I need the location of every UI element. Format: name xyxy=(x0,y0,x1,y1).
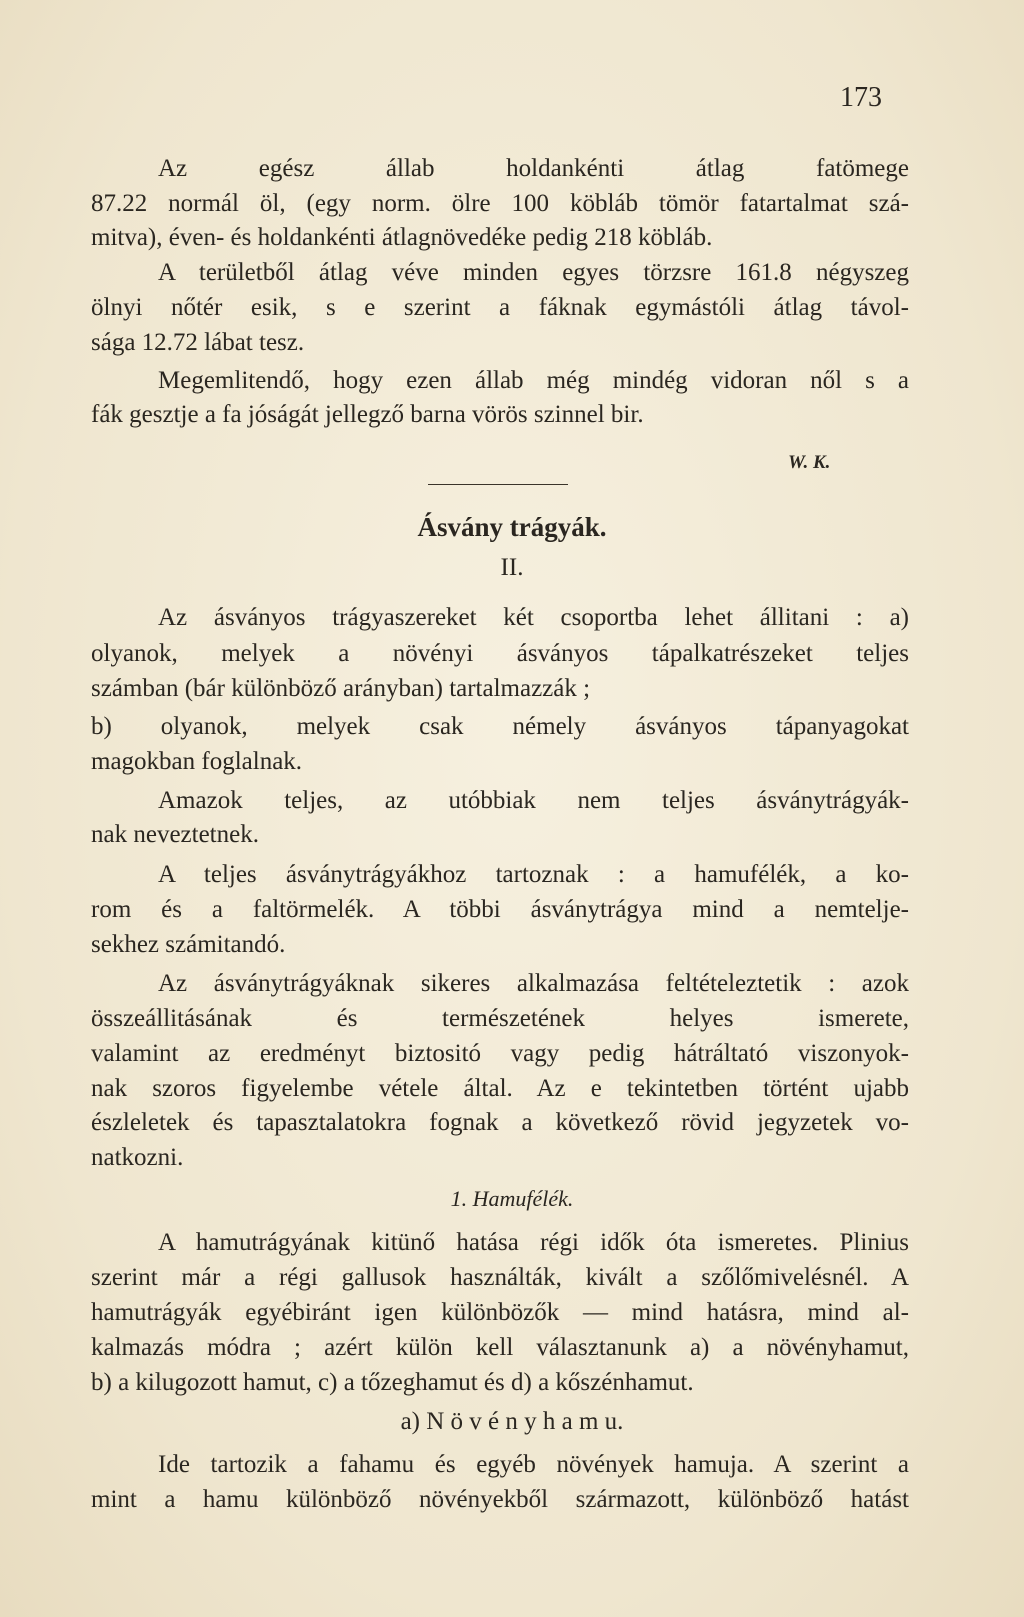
text-line: észleletek és tapasztalatokra fognak a következő rövid jegyzetek vo- xyxy=(91,1109,909,1136)
text-line: számban (bár különböző arányban) tartalmazzák ; xyxy=(91,675,591,702)
text-line: nak neveztetnek. xyxy=(91,821,259,848)
text-line: magokban foglalnak. xyxy=(91,748,303,775)
text-line: 87.22 normál öl, (egy norm. ölre 100 köbláb tömör fatartalmat szá- xyxy=(91,190,909,217)
text-line: sekhez számitandó. xyxy=(91,931,286,958)
text-line: fák gesztje a fa jóságát jellegző barna vörös szinnel bir. xyxy=(91,401,644,428)
text-line: szerint már a régi gallusok használták, kivált a szőlőmivelésnél. A xyxy=(91,1264,909,1291)
text-line: mitva), éven- és holdankénti átlagnövedéke pedig 218 köbláb. xyxy=(91,224,713,251)
text-line: A hamutrágyának kitünő hatása régi idők óta ismeretes. Plinius xyxy=(158,1229,909,1256)
text-line: Amazok teljes, az utóbbiak nem teljes ásványtrágyák- xyxy=(158,787,909,814)
text-line: Megemlitendő, hogy ezen állab még mindég vidoran nől s a xyxy=(158,367,909,394)
page-number: 173 xyxy=(840,82,882,113)
text-line: valamint az eredményt biztositó vagy pedig hátráltató viszonyok- xyxy=(91,1040,909,1067)
section-number: II. xyxy=(500,554,524,581)
subsection-a-heading: a) N ö v é n y h a m u. xyxy=(400,1408,624,1435)
subsection-heading: 1. Hamufélék. xyxy=(450,1186,574,1211)
text-line: kalmazás módra ; azért külön kell választanunk a) a növényhamut, xyxy=(91,1334,909,1361)
text-line: ölnyi nőtér esik, s e szerint a fáknak egymástóli átlag távol- xyxy=(91,294,909,321)
text-line: b) a kilugozott hamut, c) a tőzeghamut és d) a kőszénhamut. xyxy=(91,1369,694,1396)
text-line: összeállitásának és természetének helyes ismerete, xyxy=(91,1005,909,1032)
author-signature: W. K. xyxy=(788,452,831,473)
text-line: hamutrágyák egyébiránt igen különbözők — mind hatásra, mind al- xyxy=(91,1299,909,1326)
text-line: A teljes ásványtrágyákhoz tartoznak : a hamufélék, a ko- xyxy=(158,861,909,888)
text-line: A területből átlag véve minden egyes törzsre 161.8 négyszeg xyxy=(158,259,909,286)
text-line: mint a hamu különböző növényekből származott, különböző hatást xyxy=(91,1486,909,1513)
text-line: Az ásványos trágyaszereket két csoportba lehet állitani : a) xyxy=(158,604,909,631)
text-line: b) olyanok, melyek csak némely ásványos tápanyagokat xyxy=(91,713,909,740)
text-line: olyanok, melyek a növényi ásványos tápalkatrészeket teljes xyxy=(91,640,909,667)
text-line: Az ásványtrágyáknak sikeres alkalmazása feltételeztetik : azok xyxy=(158,970,909,997)
text-line: nak szoros figyelembe vétele által. Az e tekintetben történt ujabb xyxy=(91,1075,909,1102)
text-line: sága 12.72 lábat tesz. xyxy=(91,329,305,356)
text-line: natkozni. xyxy=(91,1144,184,1171)
text-line: Az egész állab holdankénti átlag fatömege xyxy=(158,155,909,182)
section-divider xyxy=(428,484,568,485)
text-line: Ide tartozik a fahamu és egyéb növények hamuja. A szerint a xyxy=(158,1451,909,1478)
section-heading: Ásvány trágyák. xyxy=(417,512,607,542)
text-line: rom és a faltörmelék. A többi ásványtrágya mind a nemtelje- xyxy=(91,896,909,923)
